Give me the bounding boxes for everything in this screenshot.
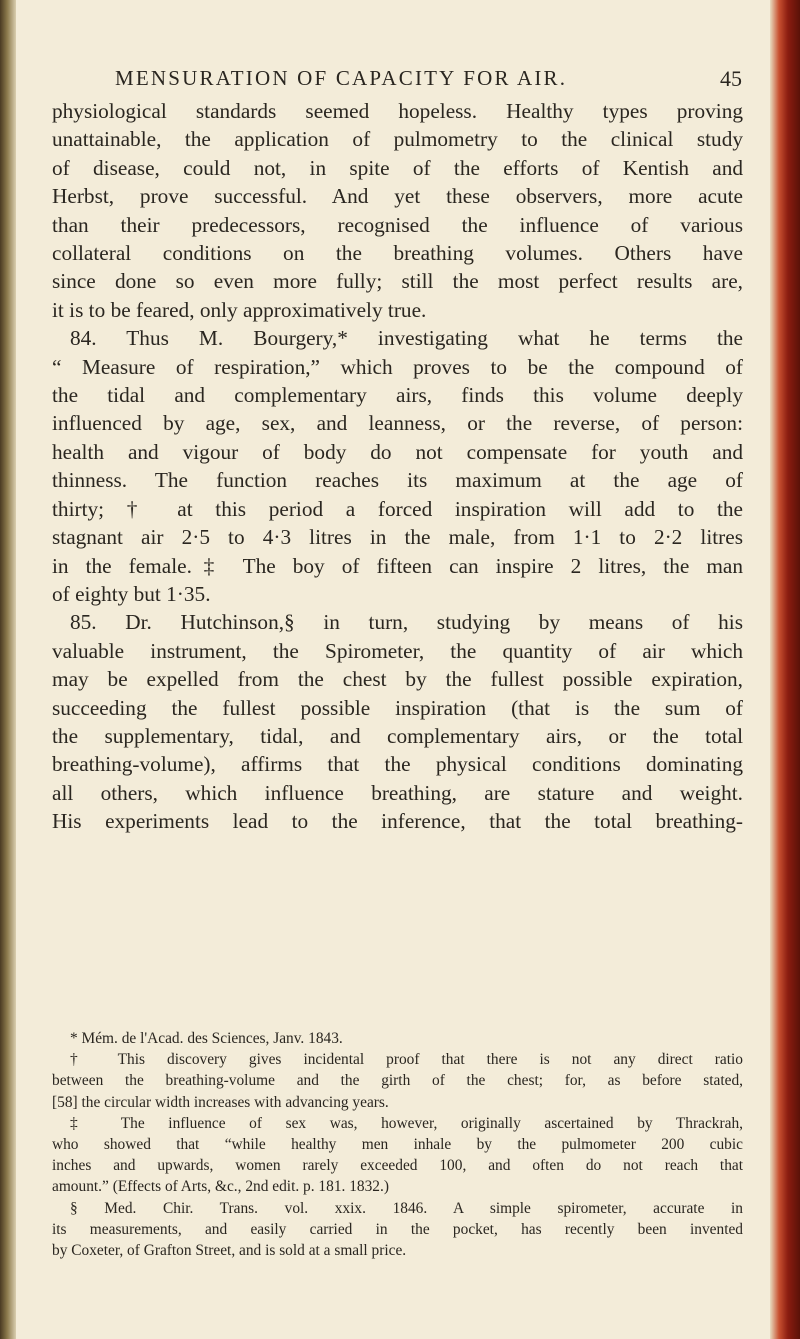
body-line: collateral conditions on the breathing volumes. Others have bbox=[52, 241, 743, 266]
body-line: 85. Dr. Hutchinson,§ in turn, studying by means of his bbox=[70, 610, 743, 635]
footnote-line: § Med. Chir. Trans. vol. xxix. 1846. A simple spirometer, accurate in bbox=[70, 1199, 743, 1217]
body-line: “ Measure of respiration,” which proves to be the compound of bbox=[52, 354, 743, 379]
footnote-line: between the breathing-volume and the girth of the chest; for, as before stated, bbox=[52, 1072, 743, 1090]
footnotes bbox=[52, 1028, 743, 1261]
book-binding-right bbox=[770, 0, 800, 1339]
body-line: His experiments lead to the inference, that the total breathing- bbox=[52, 809, 743, 834]
body-line: in the female.‡ The boy of fifteen can inspire 2 litres, the man bbox=[52, 553, 743, 578]
body-line: the supplementary, tidal, and complementary airs, or the total bbox=[52, 723, 743, 748]
footnote-line: amount.” (Effects of Arts, &c., 2nd edit. p. 181. 1832.) bbox=[52, 1178, 389, 1196]
footnote-line: who showed that “while healthy men inhale by the pulmometer 200 cubic bbox=[52, 1136, 743, 1154]
body-line: all others, which influence breathing, are stature and weight. bbox=[52, 780, 743, 805]
body-line: breathing-volume), affirms that the physical conditions dominating bbox=[52, 752, 743, 777]
page-number: 45 bbox=[720, 66, 742, 91]
footnote-line: its measurements, and easily carried in the pocket, has recently been invented bbox=[52, 1220, 743, 1238]
running-head-title: MENSURATION OF CAPACITY FOR AIR. bbox=[115, 66, 568, 90]
body-line: succeeding the fullest possible inspiration (that is the sum of bbox=[52, 695, 743, 720]
body-line: influenced by age, sex, and leanness, or the reverse, of person: bbox=[52, 411, 743, 436]
body-line: physiological standards seemed hopeless. Healthy types proving bbox=[52, 99, 743, 123]
footnote-line: † This discovery gives incidental proof that there is not any direct ratio bbox=[70, 1051, 743, 1069]
footnote-line: ‡ The influence of sex was, however, originally ascertained by Thrackrah, bbox=[70, 1114, 743, 1132]
body-text bbox=[52, 97, 743, 836]
footnote-line: * Mém. de l'Acad. des Sciences, Janv. 1843. bbox=[70, 1030, 343, 1047]
body-line: since done so even more fully; still the most perfect results are, bbox=[52, 269, 743, 294]
body-line: the tidal and complementary airs, finds this volume deeply bbox=[52, 383, 743, 408]
body-line: than their predecessors, recognised the influence of various bbox=[52, 212, 743, 237]
body-line: thirty; † at this period a forced inspiration will add to the bbox=[52, 496, 743, 521]
running-head bbox=[0, 66, 742, 96]
body-line: thinness. The function reaches its maximum at the age of bbox=[52, 468, 743, 493]
body-line: Herbst, prove successful. And yet these observers, more acute bbox=[52, 184, 743, 209]
footnote-line: [58] the circular width increases with advancing years. bbox=[52, 1093, 389, 1111]
footnote-line: inches and upwards, women rarely exceeded 100, and often do not reach that bbox=[52, 1157, 743, 1175]
footnote-line: by Coxeter, of Grafton Street, and is sold at a small price. bbox=[52, 1242, 407, 1260]
body-line: stagnant air 2·5 to 4·3 litres in the male, from 1·1 to 2·2 litres bbox=[52, 525, 743, 550]
book-binding-left bbox=[0, 0, 16, 1339]
body-line: 84. Thus M. Bourgery,* investigating what he terms the bbox=[70, 326, 743, 351]
body-line: of disease, could not, in spite of the efforts of Kentish and bbox=[52, 155, 743, 180]
body-line: it is to be feared, only approximatively true. bbox=[52, 297, 427, 322]
body-line: valuable instrument, the Spirometer, the quantity of air which bbox=[52, 638, 743, 663]
body-line: health and vigour of body do not compensate for youth and bbox=[52, 439, 743, 464]
body-line: may be expelled from the chest by the fullest possible expiration, bbox=[52, 667, 743, 692]
body-line: unattainable, the application of pulmometry to the clinical study bbox=[52, 127, 743, 152]
body-line: of eighty but 1·35. bbox=[52, 581, 211, 606]
